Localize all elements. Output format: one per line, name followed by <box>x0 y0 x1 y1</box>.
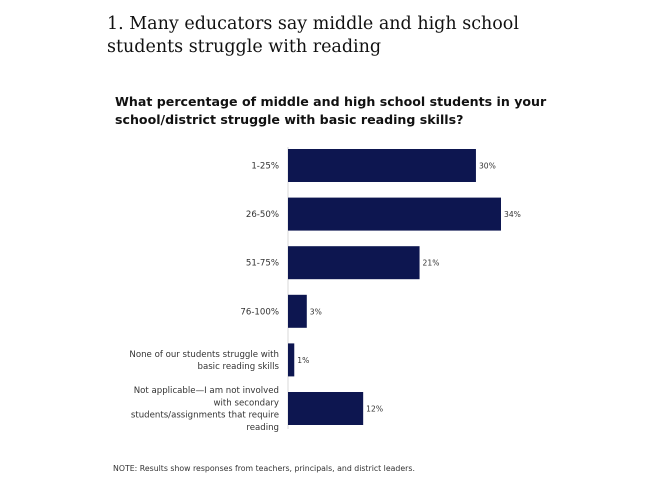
bar <box>288 343 294 376</box>
footnote: NOTE: Results show responses from teachers, principals, and district leaders. <box>113 464 415 473</box>
value-label: 34% <box>504 210 521 220</box>
value-label: 3% <box>309 307 322 317</box>
category-label: 1-25% <box>251 161 279 172</box>
value-label: 1% <box>297 355 310 365</box>
value-label: 21% <box>422 258 440 268</box>
bar <box>288 198 501 231</box>
bar <box>288 246 420 279</box>
category-label: 26-50% <box>245 210 279 221</box>
page-title: 1. Many educators say middle and high school students struggle with reading <box>107 14 519 57</box>
category-label: 51-75% <box>245 258 279 269</box>
category-label: 76-100% <box>240 307 279 318</box>
value-label: 12% <box>366 404 384 414</box>
bar <box>288 392 363 425</box>
category-label: Not applicable—I am not involved with secondary students/assignments that require reading <box>130 386 279 433</box>
category-label: None of our students struggle with basic reading skills <box>129 349 279 373</box>
chart-title: What percentage of middle and high school students in your school/district struggle with basic reading skills? <box>115 94 547 127</box>
bar <box>288 295 307 328</box>
value-label: 30% <box>478 161 496 171</box>
bar <box>288 149 476 182</box>
